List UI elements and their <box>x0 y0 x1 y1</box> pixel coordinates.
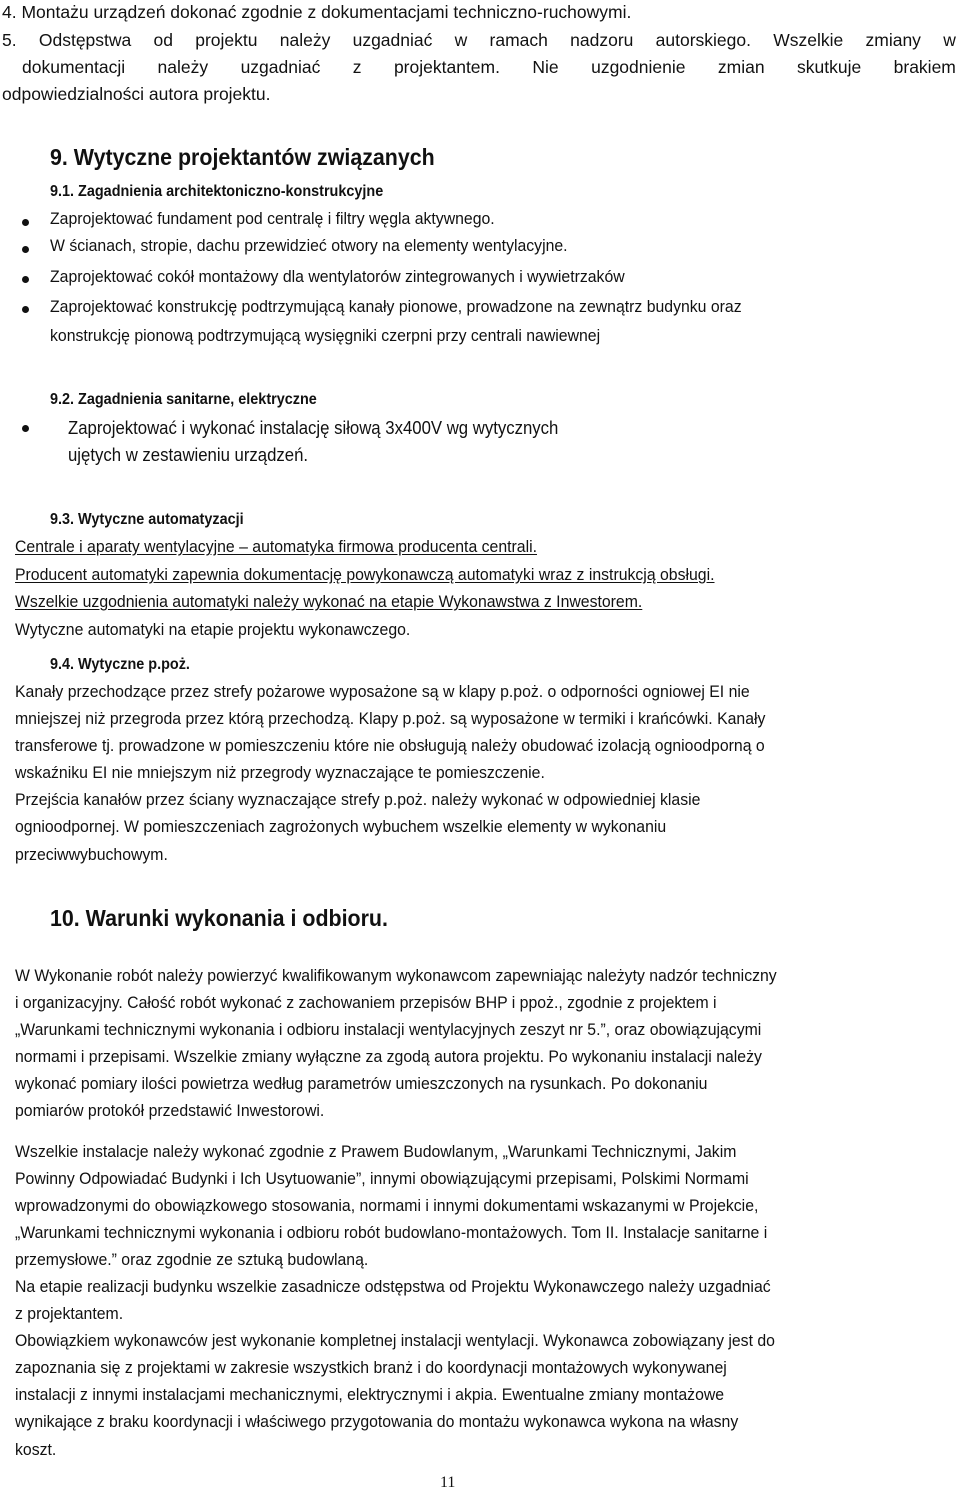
paragraph-line: normami i przepisami. Wszelkie zmiany wyłączne za zgodą autora projektu. Po wykonaniu instalacji należy <box>15 1047 762 1066</box>
section-9-heading: 9. Wytyczne projektantów związanych <box>50 144 435 170</box>
paragraph-line: „Warunkami technicznymi wykonania i odbioru instalacji wentylacyjnych zeszyt nr 5.”, oraz obowiązującymi <box>15 1020 762 1039</box>
list-item-4: 4. Montażu urządzeń dokonać zgodnie z dokumentacjami techniczno-ruchowymi. <box>2 2 632 22</box>
word: należy <box>157 57 209 77</box>
word: brakiem <box>893 57 956 77</box>
paragraph-line: pomiarów protokół przedstawić Inwestorowi. <box>15 1101 325 1120</box>
section-10-heading: 10. Warunki wykonania i odbioru. <box>50 905 388 931</box>
word: projektantem. <box>393 57 500 77</box>
paragraph-line: i organizacyjny. Całość robót wykonać z zachowaniem przepisów BHP i ppoż., zgodnie z projektem i <box>15 993 717 1012</box>
list-item-5-line-1 <box>2 30 956 51</box>
word: Odstępstwa <box>38 30 132 50</box>
word: projektu <box>195 30 258 50</box>
bullet <box>22 425 29 432</box>
paragraph-line: W Wykonanie robót należy powierzyć kwalifikowanym wykonawcom zapewniając należyty nadzór techniczny <box>15 966 777 985</box>
fire-text-line: Kanały przechodzące przez strefy pożarowe wyposażone są w klapy p.poż. o odporności ogniowej EI nie <box>15 682 750 701</box>
word: w <box>454 30 468 50</box>
section-9-3-heading: 9.3. Wytyczne automatyzacji <box>50 511 244 528</box>
fire-text-line: wskaźniku EI nie mniejszym niż przegrody wyznaczające te pomieszczenie. <box>15 763 545 782</box>
word: ramach <box>489 30 548 50</box>
paragraph-line: Na etapie realizacji budynku wszelkie zasadnicze odstępstwa od Projektu Wykonawczego należy uzgadniać <box>15 1277 771 1296</box>
paragraph-line: „Warunkami technicznymi wykonania i odbioru robót budowlano-montażowych. Tom II. Instalacje sanitarne i <box>15 1223 768 1242</box>
paragraph-line: Wszelkie instalacje należy wykonać zgodnie z Prawem Budowlanym, „Warunkami Technicznymi, Jakim <box>15 1142 737 1161</box>
word: uzgodnienie <box>591 57 686 77</box>
bullet-text: Zaprojektować konstrukcję podtrzymującą kanały pionowe, prowadzone na zewnątrz budynku oraz <box>50 297 742 316</box>
automation-line-2: Producent automatyki zapewnia dokumentację powykonawczą automatyki wraz z instrukcją obsługi. <box>15 565 715 584</box>
word: należy <box>279 30 331 50</box>
automation-line-3: Wszelkie uzgodnienia automatyki należy wykonać na etapie Wykonawstwa z Inwestorem. <box>15 592 643 611</box>
fire-text-line: ognioodpornej. W pomieszczeniach zagrożonych wybuchem wszelkie elementy w wykonaniu <box>15 817 667 836</box>
fire-text-line: Przejścia kanałów przez ściany wyznaczające strefy p.poż. należy wykonać w odpowiedniej klasie <box>15 790 701 809</box>
word: z <box>352 57 362 77</box>
automation-line-1: Centrale i aparaty wentylacyjne – automatyka firmowa producenta centrali. <box>15 537 538 556</box>
paragraph-line: Powinny Odpowiadać Budynki i Ich Usytuowanie”, innymi obowiązującymi przepisami, Polskimi Normami <box>15 1169 749 1188</box>
word: uzgadniać <box>352 30 433 50</box>
fire-text-line: mniejszej niż przegroda przez którą przechodzą. Klapy p.poż. są wyposażone w termiki i krańcówki. Kanały <box>15 709 766 728</box>
bullet-text: ujętych w zestawieniu urządzeń. <box>68 445 309 465</box>
word: nadzoru <box>570 30 634 50</box>
bullet <box>22 306 29 313</box>
fire-text-line: transferowe tj. prowadzone w pomieszczeniu które nie obsługują należy obudować izolacją ognioodporną o <box>15 736 765 755</box>
paragraph-line: z projektantem. <box>15 1304 124 1323</box>
paragraph-line: zapoznania się z projektami w zakresie wszystkich branż i do koordynacji montażowych wykonywanej <box>15 1358 727 1377</box>
bullet <box>22 246 29 253</box>
bullet-text: W ścianach, stropie, dachu przewidzieć otwory na elementy wentylacyjne. <box>50 236 568 255</box>
word: autorskiego. <box>655 30 751 50</box>
paragraph-line: wynikające z braku koordynacji i właściwego przygotowania do montażu wykonawca wykona na własny <box>15 1412 739 1431</box>
automation-line-4: Wytyczne automatyki na etapie projektu wykonawczego. <box>15 620 411 639</box>
bullet-text: Zaprojektować i wykonać instalację siłową 3x400V wg wytycznych <box>68 418 559 438</box>
list-item-5-line-3: odpowiedzialności autora projektu. <box>2 84 271 104</box>
bullet-text: Zaprojektować cokół montażowy dla wentylatorów zintegrowanych i wywietrzaków <box>50 267 625 286</box>
section-9-4-heading: 9.4. Wytyczne p.poż. <box>50 656 190 673</box>
word: Wszelkie <box>773 30 844 50</box>
word: w <box>943 30 956 50</box>
word: od <box>153 30 173 50</box>
bullet <box>22 276 29 283</box>
paragraph-line: instalacji z innymi instalacjami mechanicznymi, elektrycznymi i akpia. Ewentualne zmiany montażowe <box>15 1385 725 1404</box>
paragraph-line: Obowiązkiem wykonawców jest wykonanie kompletnej instalacji wentylacji. Wykonawca zobowiązany jest do <box>15 1331 775 1350</box>
bullet-text: konstrukcję pionową podtrzymującą wysięgniki czerpni przy centrali nawiewnej <box>50 326 601 345</box>
page-number: 11 <box>440 1474 456 1491</box>
word: zmian <box>717 57 765 77</box>
list-item-5-line-2 <box>2 57 956 78</box>
section-9-2-heading: 9.2. Zagadnienia sanitarne, elektryczne <box>50 391 317 408</box>
paragraph-line: przemysłowe.” oraz zgodnie ze sztuką budowlaną. <box>15 1250 369 1269</box>
paragraph-line: wykonać pomiary ilości powietrza według parametrów umieszczonych na rysunkach. Po dokonaniu <box>15 1074 708 1093</box>
paragraph-line: koszt. <box>15 1440 57 1459</box>
word: dokumentacji <box>22 57 126 77</box>
word: uzgadniać <box>240 57 321 77</box>
bullet-text: Zaprojektować fundament pod centralę i filtry węgla aktywnego. <box>50 209 495 228</box>
bullet <box>22 219 29 226</box>
paragraph-line: wprowadzonymi do obowiązkowego stosowania, normami i innymi dokumentami wskazanymi w Projekcie, <box>15 1196 759 1215</box>
section-9-1-heading: 9.1. Zagadnienia architektoniczno-konstrukcyjne <box>50 183 384 200</box>
word: Nie <box>532 57 559 77</box>
word: 5. <box>2 30 17 50</box>
word: skutkuje <box>797 57 862 77</box>
fire-text-line: przeciwwybuchowym. <box>15 845 168 864</box>
word: zmiany <box>865 30 921 50</box>
